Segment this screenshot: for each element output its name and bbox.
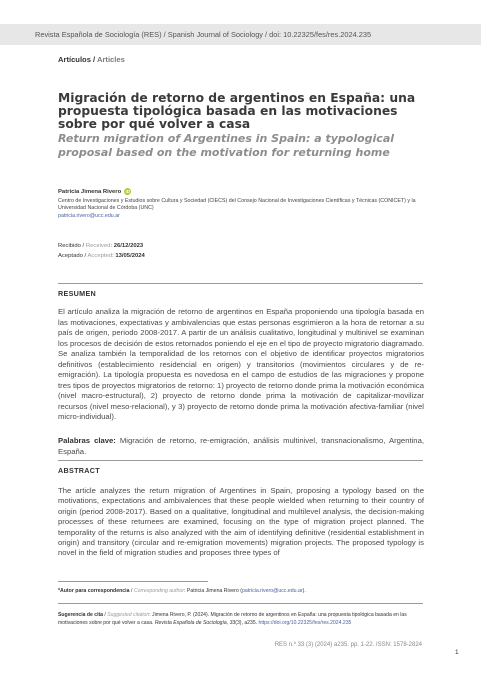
abstract-heading: ABSTRACT: [58, 466, 100, 475]
orcid-icon[interactable]: iD: [125, 189, 130, 194]
received-date: Recibido / Received: 26/12/2023: [58, 243, 144, 249]
divider-abstract: [58, 460, 423, 461]
title-english: Return migration of Argentines in Spain: a typological proposal based on the motivation for returning home: [58, 132, 395, 159]
citation-journal: Revista Española de Sociología, 33: [154, 619, 236, 626]
section-label-en: Articles: [96, 55, 125, 64]
author-affiliation: Centro de Investigaciones y Estudios sobre Cultura y Sociedad (CIECS) del Consejo Nacional de Investigaciones Científicas y Técnicas (CONICET) y la Universidad Nacional de Córdoba (UNC): [58, 198, 416, 212]
citation-doi-link[interactable]: https://doi.org/10.22325/fes/res.2024.235: [258, 619, 352, 626]
journal-header-text: Revista Española de Sociología (RES) / Spanish Journal of Sociology / doi: 10.22325/fes/res.2024.235: [35, 30, 372, 39]
footnote-email-link[interactable]: patricia.rivero@ucc.edu.ar: [241, 588, 303, 594]
abstract-text: The article analyzes the return migration of Argentines in Spain, proposing a typology based on the motivations, expectations and ambivalences that these people wielded when returning to their country of origin (period 2008-2017). Based on a qualitative, longitudinal and multilevel analysis, the decision-making processes of these returnees are examined, focusing on the type of migration project planned. The temporality of the returns is also analyzed with the aim of identifying definitive (residential establishment in origin) and transitory (circular and re-emigration movements) migration projects. The proposed typology is novel in the field of migration studies and proposes three types of: [58, 486, 424, 558]
author-line: [58, 188, 131, 195]
keywords-label: Palabras clave:: [58, 436, 116, 445]
section-label-sep: /: [90, 55, 97, 64]
journal-footer: RES n.º 33 (3) (2024) a235. pp. 1-22. ISSN: 1578-2824: [274, 642, 422, 648]
section-label: [58, 55, 125, 64]
section-label-es: Artículos: [58, 55, 91, 64]
divider-resumen: [58, 283, 423, 284]
resumen-heading: RESUMEN: [58, 289, 97, 298]
article-dates: [58, 241, 145, 261]
author-email-link[interactable]: patricia.rivero@ucc.edu.ar: [58, 213, 120, 219]
received-date-value: 26/12/2023: [113, 243, 144, 249]
accepted-date-value: 13/05/2024: [115, 253, 145, 260]
divider-footnote: [58, 581, 208, 582]
keywords-values: Migración de retorno, re-emigración, análisis multinivel, transnacionalismo, Argentina, España.: [58, 436, 424, 456]
title-spanish: Migración de retorno de argentinos en España: una propuesta tipológica basada en las motivaciones sobre por qué volver a casa: [58, 91, 416, 132]
page-number: 1: [455, 649, 459, 656]
keywords-es: [58, 436, 424, 457]
suggested-citation: Sugerencia de cita / Suggested citation: Jimena Rivero, P. (2024). Migración de retorno de argentinos en España: una propuesta tipológica basada en las motivaciones sobre por qué volver a casa. Revista Española de Sociología, 33(3), a235. https://doi.org/10.22325/fes/res.2024.235: [58, 612, 407, 626]
divider-citation: [58, 603, 423, 604]
corresponding-author-footnote: *Autor para correspondencia / Corresponding author: Patricia Jimena Rivero (patricia.rivero@ucc.edu.ar).: [58, 588, 306, 594]
author-name: Patricia Jimena Rivero: [58, 189, 122, 196]
journal-header-bar: [0, 24, 481, 45]
accepted-date: Aceptado / Accepted: 13/05/2024: [58, 253, 145, 260]
resumen-text: El artículo analiza la migración de retorno de argentinos en España proponiendo una tipología basada en las motivaciones, expectativas y ambivalencias que estas personas esgrimieron a la hora de retornar a su país de origen, periodo 2008-2017. A partir de un análisis cualitativo, longitudinal y multinivel se examinan los procesos de decisión de estos retornados poniendo el eje en el tipo de proyecto migratorio diagramado. Se analiza también la temporalidad de los retornos con el objetivo de identificar proyectos migratorios definitivos (establecimiento residencial en origen) y transitorios (movimientos circulares y de re-emigración). La tipología propuesta es novedosa en el campo de estudios de las migraciones y propone tres tipos de proyectos migratorios de retorno: 1) proyecto de retorno donde prima la motivación económica (nivel macro-estructural), 2) proyecto de retorno donde prima la motivación de capitalizar-movilizar recursos (nivel meso-relacional), y 3) proyecto de retorno donde prima la motivación afectiva-familiar (nivel micro-individual).: [58, 307, 424, 422]
